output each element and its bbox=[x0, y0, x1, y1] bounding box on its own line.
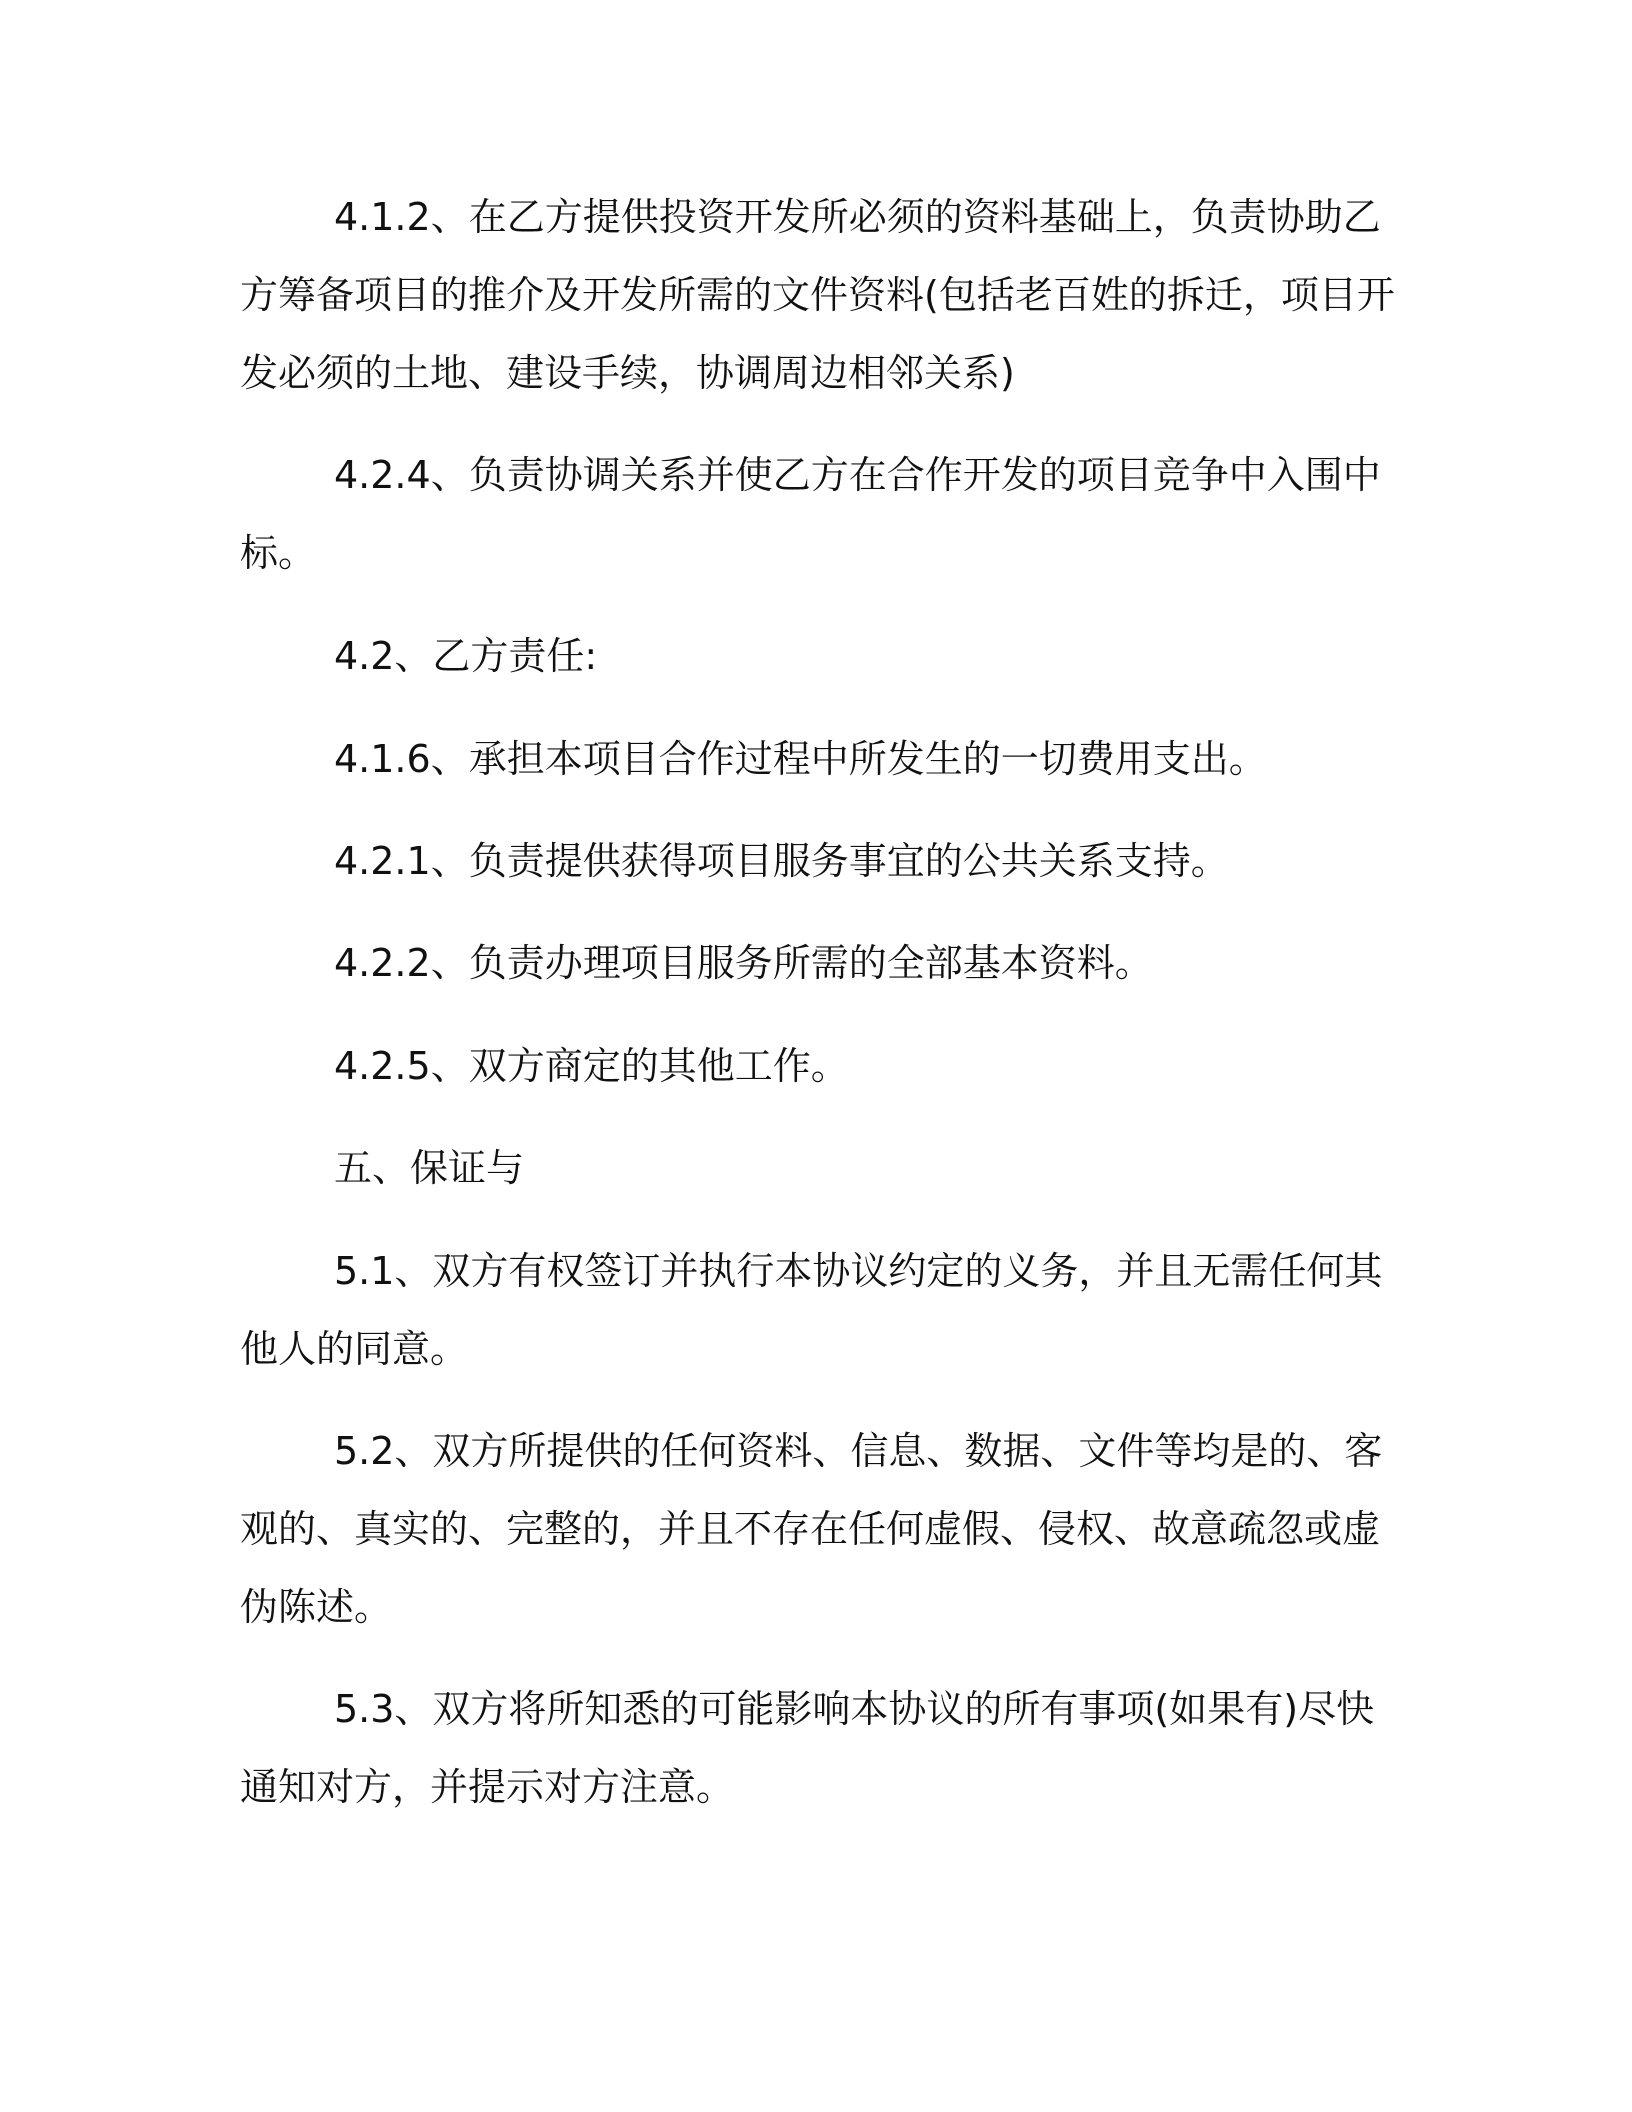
clause-4-2-2: 4.2.2、负责办理项目服务所需的全部基本资料。 bbox=[334, 941, 1153, 985]
clause-5-1: 5.1、双方有权签订并执行本协议约定的义务，并且无需任何其他人的同意。 bbox=[240, 1249, 1383, 1371]
clause-4-1-6: 4.1.6、承担本项目合作过程中所发生的一切费用支出。 bbox=[334, 737, 1267, 781]
clause-5-3: 5.3、双方将所知悉的可能影响本协议的所有事项(如果有)尽快通知对方，并提示对方注意。 bbox=[240, 1687, 1375, 1809]
clause-4-2-5: 4.2.5、双方商定的其他工作。 bbox=[334, 1044, 849, 1088]
clause-4-2-1: 4.2.1、负责提供获得项目服务事宜的公共关系支持。 bbox=[334, 839, 1229, 883]
section-5-heading: 五、保证与 bbox=[334, 1146, 525, 1190]
clause-4-2-heading: 4.2、乙方责任: bbox=[334, 634, 598, 678]
clause-4-2-4: 4.2.4、负责协调关系并使乙方在合作开发的项目竞争中入围中标。 bbox=[240, 453, 1381, 575]
clause-4-1-2: 4.1.2、在乙方提供投资开发所必须的资料基础上，负责协助乙方筹备项目的推介及开发所需的文件资料(包括老百姓的拆迁，项目开发必须的土地、建设手续，协调周边相邻关系) bbox=[240, 195, 1395, 395]
clause-5-2: 5.2、双方所提供的任何资料、信息、数据、文件等均是的、客观的、真实的、完整的，并且不存在任何虚假、侵权、故意疏忽或虚伪陈述。 bbox=[240, 1429, 1383, 1629]
